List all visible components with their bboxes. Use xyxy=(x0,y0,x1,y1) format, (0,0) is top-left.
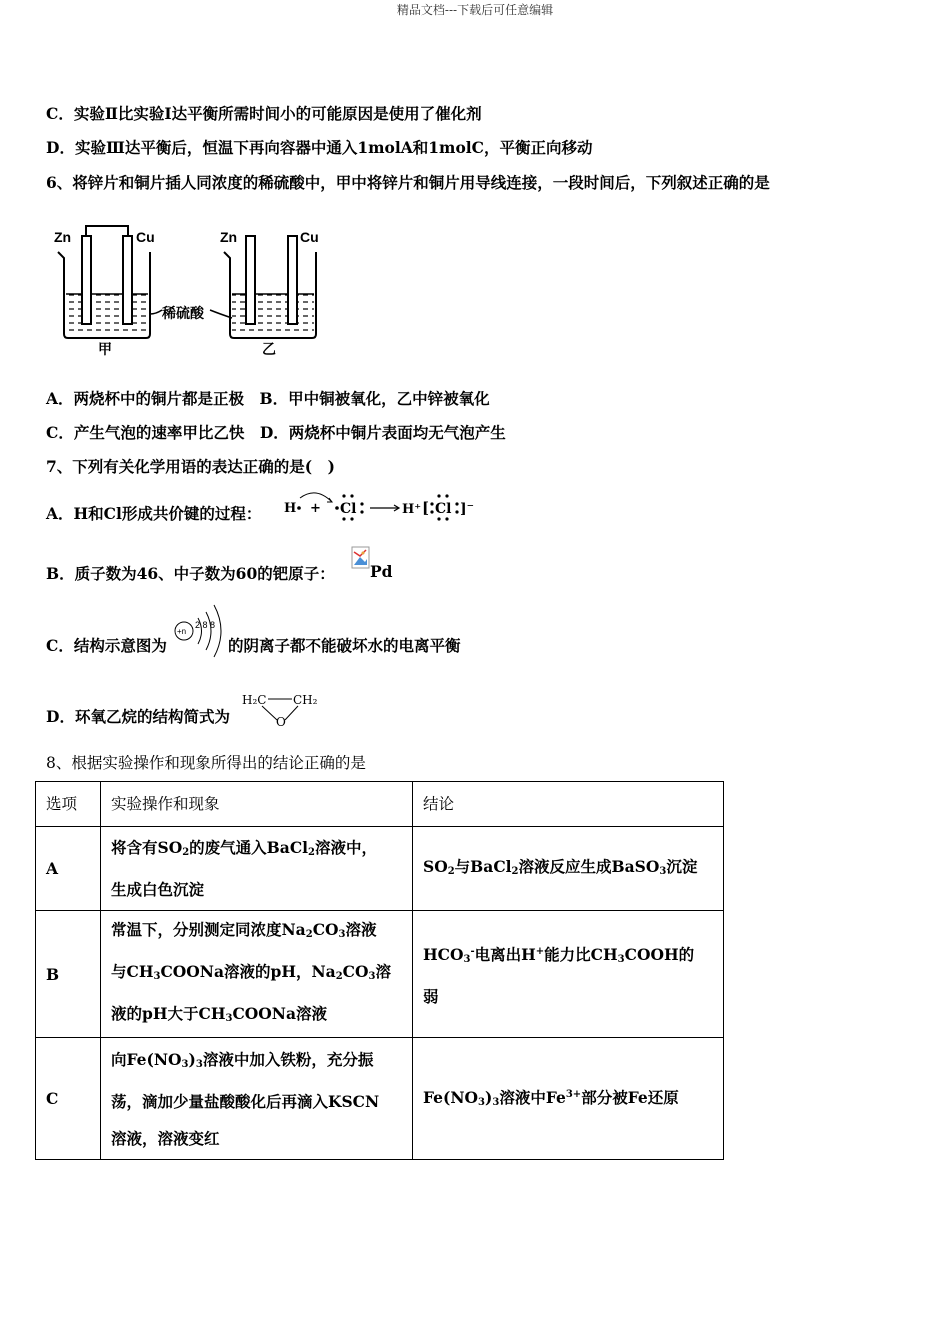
ch2-right: CH₂ xyxy=(293,693,318,707)
jia-label: 甲 xyxy=(98,342,112,358)
page-header: 精品文档---下载后可任意编辑 xyxy=(396,3,554,17)
q5-option-c: C．实验Ⅱ比实验Ⅰ达平衡所需时间小的可能原因是使用了催化剂 xyxy=(46,104,482,123)
q6-options-cd: C．产生气泡的速率甲比乙快 D．两烧杯中铜片表面均无气泡产生 xyxy=(46,423,506,442)
hcl-bond-formula xyxy=(282,488,482,524)
q8-table xyxy=(35,781,724,1160)
beaker-yi xyxy=(224,236,316,338)
header-option: 选项 xyxy=(36,782,101,827)
row-option: B xyxy=(36,911,101,1038)
q7-option-c-prefix: C．结构示意图为 xyxy=(46,636,167,655)
zn-label-jia: Zn xyxy=(54,229,72,245)
zn-label-yi: Zn xyxy=(220,229,238,245)
broken-image-icon xyxy=(351,546,371,570)
row-operation: 将含有$SO_2$的废气通入BaCl$_2$溶液中， 生成白色沉淀 xyxy=(101,827,413,911)
cl-ion: Cl xyxy=(435,501,452,517)
cl-bracket-charge: ]⁻ xyxy=(460,501,475,517)
q6-options-ab: A．两烧杯中的铜片都是正极 B．甲中铜被氧化，乙中锌被氧化 xyxy=(46,389,490,408)
h-ion: H⁺ xyxy=(402,502,422,517)
plus-sign: + xyxy=(310,501,321,516)
row-option: C xyxy=(36,1038,101,1160)
cu-label-jia: Cu xyxy=(136,229,155,245)
acid-label: 稀硫酸 xyxy=(162,306,204,322)
pd-symbol: Pd xyxy=(370,562,393,581)
q6-stem: 6、将锌片和铜片插人同浓度的稀硫酸中，甲中将锌片和铜片用导线连接，一段时间后，下列叙述正确的是 xyxy=(46,173,770,192)
ion-structure-diagram xyxy=(172,600,228,662)
header-conclusion: 结论 xyxy=(413,782,724,827)
q5-option-d: D．实验Ⅲ达平衡后，恒温下再向容器中通入1molA和1molC，平衡正向移动 xyxy=(46,138,593,157)
row-conclusion: $SO_2$与BaCl$_2$溶液反应生成BaSO$_3$沉淀 xyxy=(413,827,724,911)
electron-shells: 2 8 8 xyxy=(195,620,216,630)
cl-atom: Cl xyxy=(340,501,357,517)
yi-label: 乙 xyxy=(262,342,276,358)
ch2-left: H₂C xyxy=(242,693,267,707)
nucleus-charge: +n xyxy=(177,627,187,636)
q7-option-b: B．质子数为46、中子数为60的钯原子： xyxy=(46,564,335,583)
row-operation: 常温下，分别测定同浓度$Na_2CO_3$溶液 与$CH_3COONa$溶液的pH，$Na_2CO_3$溶 液的pH大于$CH_3COONa$溶液 xyxy=(101,911,413,1038)
h-atom: H xyxy=(284,501,297,516)
oxygen-atom: O xyxy=(276,715,286,729)
row-option: A xyxy=(36,827,101,911)
q8-stem: 8、根据实验操作和现象所得出的结论正确的是 xyxy=(46,754,366,772)
table-row xyxy=(36,1038,724,1160)
q7-stem: 7、下列有关化学用语的表达正确的是( ) xyxy=(46,457,335,476)
q7-option-c-suffix: 的阴离子都不能破坏水的电离平衡 xyxy=(228,636,461,655)
row-operation: 向$Fe(NO_3)_3$溶液中加入铁粉，充分振 荡，滴加少量盐酸酸化后再滴入KSCN 溶液，溶液变红 xyxy=(101,1038,413,1160)
header-operation: 实验操作和现象 xyxy=(101,782,413,827)
ethylene-oxide-structure xyxy=(240,688,322,730)
cu-label-yi: Cu xyxy=(300,229,319,245)
table-header-row xyxy=(36,782,724,827)
galvanic-cell-figure xyxy=(50,222,340,362)
q7-option-d: D．环氧乙烷的结构简式为 xyxy=(46,707,230,726)
row-conclusion: $HCO_3^-$电离出H+能力比$CH_3COOH$的 弱 xyxy=(413,911,724,1038)
q7-option-a: A．H和Cl形成共价键的过程： xyxy=(46,504,262,523)
table-row xyxy=(36,911,724,1038)
table-row xyxy=(36,827,724,911)
row-conclusion: $Fe(NO_3)_3$溶液中$Fe^{3+}$部分被Fe还原 xyxy=(413,1038,724,1160)
svg-text:[: [ xyxy=(422,499,430,517)
